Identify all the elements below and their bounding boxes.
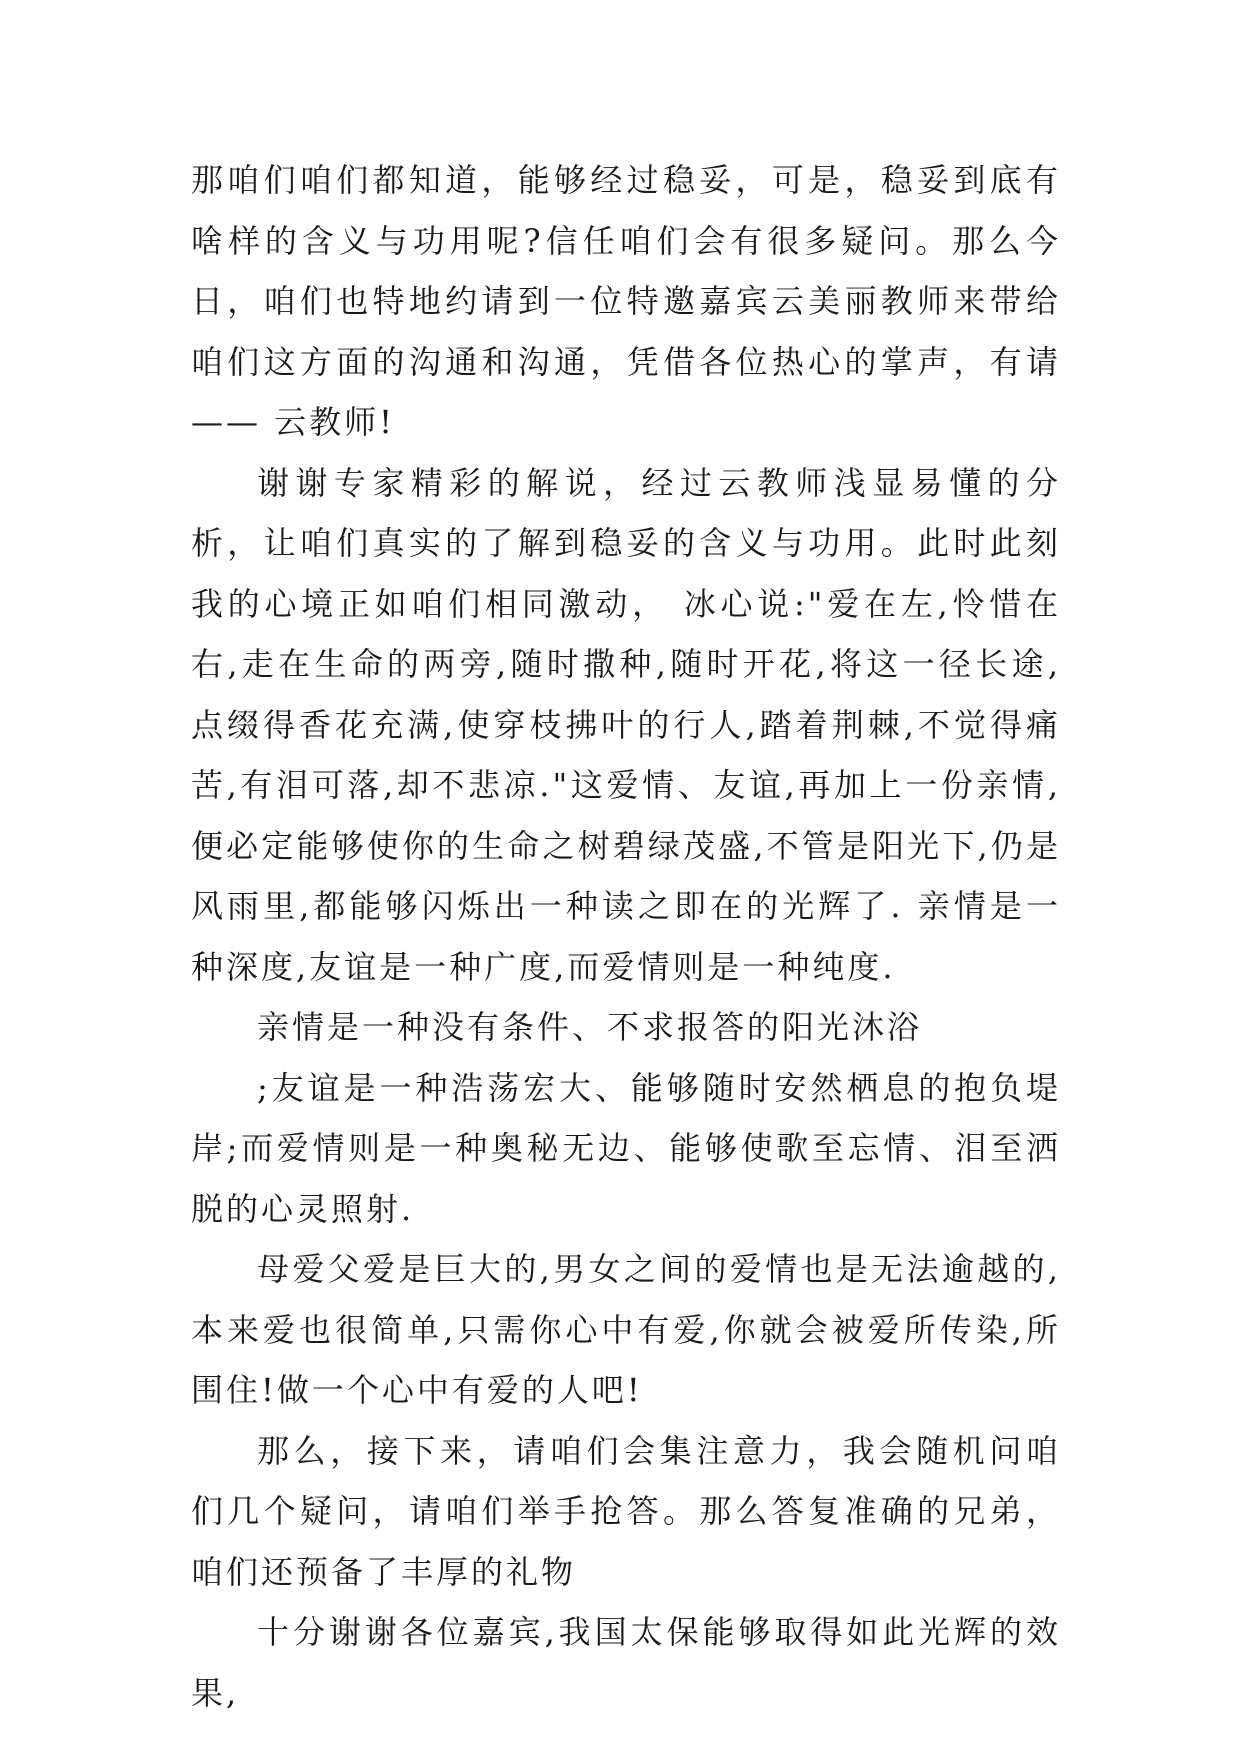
paragraph-7: 十分谢谢各位嘉宾,我国太保能够取得如此光辉的效果,	[191, 1613, 1061, 1712]
paragraph-3: 亲情是一种没有条件、不求报答的阳光沐浴	[257, 1008, 923, 1046]
paragraph-4: ;友谊是一种浩荡宏大、能够随时安然栖息的抱负堤岸;而爱情则是一种奥秘无边、能够使歌至忘情、泪至洒脱的心灵照射.	[191, 1068, 1061, 1228]
paragraph-1: 那咱们咱们都知道，能够经过稳妥，可是，稳妥到底有啥样的含义与功用呢?信任咱们会有很多疑问。那么今日，咱们也特地约请到一位特邀嘉宾云美丽教师来带给咱们这方面的沟通和沟通，凭借各位热心的掌声，有请—— 云教师!	[191, 161, 1061, 441]
document-body	[191, 150, 1061, 1723]
paragraph-5: 母爱父爱是巨大的,男女之间的爱情也是无法逾越的,本来爱也很简单,只需你心中有爱,你就会被爱所传染,所围住!做一个心中有爱的人吧!	[191, 1250, 1061, 1409]
paragraph-2: 谢谢专家精彩的解说，经过云教师浅显易懂的分析，让咱们真实的了解到稳妥的含义与功用。此时此刻我的心境正如咱们相同激动， 冰心说:"爱在左,怜惜在右,走在生命的两旁,随时撒种,随时开花,将这一径长途,点缀得香花充满,使穿枝拂叶的行人,踏着荆棘,不觉得痛苦,有泪可落,却不悲凉."这爱情、友谊,再加上一份亲情,便必定能够使你的生命之树碧绿茂盛,不管是阳光下,仍是风雨里,都能够闪烁出一种读之即在的光辉了. 亲情是一种深度,友谊是一种广度,而爱情则是一种纯度.	[191, 463, 1061, 986]
paragraph-6: 那么，接下来，请咱们会集注意力，我会随机问咱们几个疑问，请咱们举手抢答。那么答复准确的兄弟，咱们还预备了丰厚的礼物	[191, 1431, 1061, 1591]
